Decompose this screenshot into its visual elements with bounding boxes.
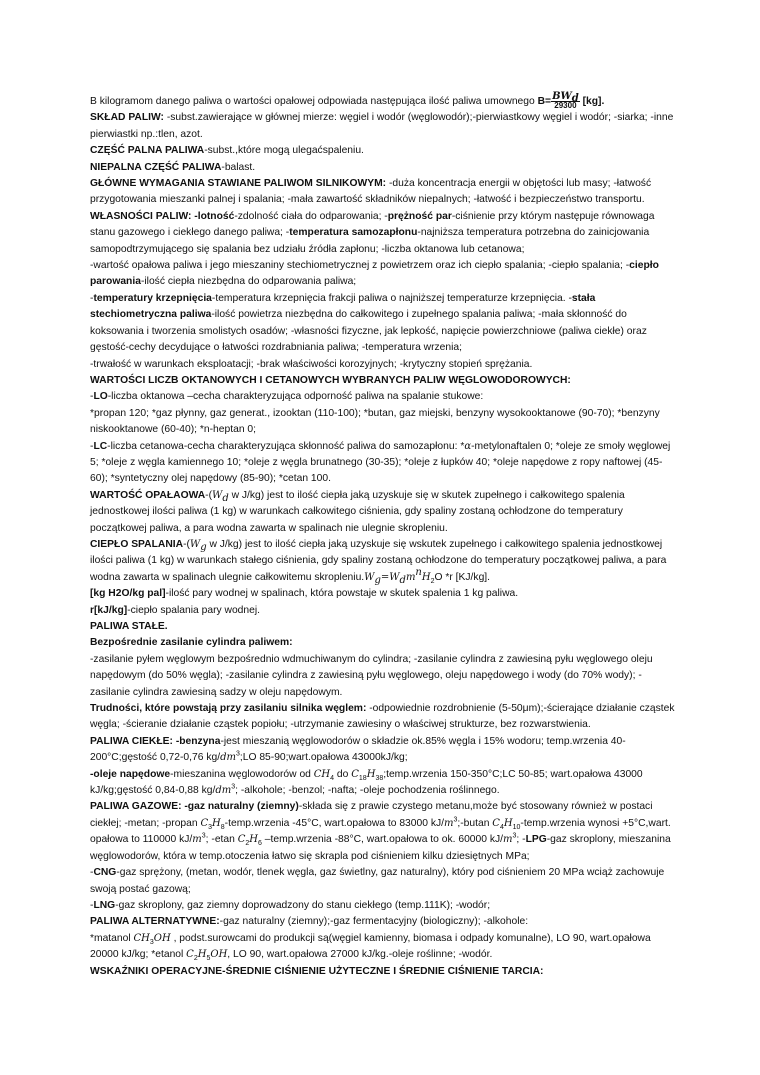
gazowe-paragraph: PALIWA GAZOWE: -gaz naturalny (ziemny)-składa się z prawie czystego metanu,może być stosowany również w postaci ciekłej; -metan; -propan $C_3H_8-temp.wrzenia$ -45°C, wart.opałowa to 83000 $kJ/m^3$;-butan $C_4H_{10}-temp.wrzenia$ wynosi +5°C,wart. opałowa to 110000 $kJ/m^3$; -etan $C_2H_6$ –temp.wrzenia -88°C, wart.opałowa to ok. 60000 $kJ/m^3$; -LPG-gaz skroplony, mieszanina węglowodorów, która w temp.otoczenia łatwo się skrapla pod ciśnieniem kilku dziesiętnych MPa; — [90, 801, 671, 862]
cng-paragraph: -CNG-gaz sprężony, (metan, wodór, tlenek węgla, gaz świetlny, gaz naturalny), który pod ciśnieniem 20 MPa wciąż zachowuje swoją postać gazową; — [90, 867, 665, 895]
paliwa-stale-heading: PALIWA STAŁE. — [90, 621, 168, 632]
cieplo-spalania-paragraph: CIEPŁO SPALANIA-($W_g$ w J/kg) jest to ilość ciepła jaką uzyskuje się wskutek zupełnego i całkowitego spalenia jednostkowej ilości paliwa (1 kg) w warunkach stałego ciśnienia, gdy spaliny zostaną ochłodzone do temperatury początkowej paliwa, a para wodna zawarta w spalinach ulegnie całkowitemu $skropleniu.W_g=W_dm^nH_2O$ *r [KJ/kg]. — [90, 538, 667, 586]
zasilanie-heading: Bezpośrednie zasilanie cylindra paliwem: — [90, 637, 293, 649]
alkohole-paragraph: *matanol $CH_3OH$ , podst.surowcami do produkcji są(węgiel kamienny, biomasa i odpady komunalne), LO 90, wart.opałowa 20000 kJ/kg; *etanol $C_2H_5OH$, LO 90, wart.opałowa 27000 kJ/kg.-oleje roślinne; -wodór. — [90, 932, 651, 963]
alternatywne-paragraph: PALIWA ALTERNATYWNE:-gaz naturalny (ziemny);-gaz fermentacyjny (biologiczny); -alkohole: — [90, 916, 529, 928]
liczby-heading: WARTOŚCI LICZB OKTANOWYCH I CETANOWYCH WYBRANYCH PALIW WĘGLOWODOROWYCH: — [90, 374, 571, 386]
h2o-paragraph: [kg H2O/kg pal]-ilość pary wodnej w spalinach, która powstaje w skutek spalenia 1 kg paliwa. — [90, 588, 519, 600]
wymagania-paragraph: GŁÓWNE WYMAGANIA STAWIANE PALIWOM SILNIKOWYM: -duża koncentracja energii w objętości lub masy; -łatwość przygotowania mieszanki palnej i spalania; -mała zawartość składników niepalnych; -łatwość i bezpieczeństwo transportu. — [90, 178, 652, 206]
r-paragraph: r[kJ/kg]-ciepło spalania pary wodnej. — [90, 604, 260, 616]
wlasnosci-line-2: -wartość opałowa paliwa i jego mieszaniny stechiometrycznej z powietrzem oraz ich ciepło spalania; -ciepło spalania; -ciepło parowania-ilość ciepła niezbędna do odparowania paliwa; — [90, 260, 659, 288]
lng-paragraph: -LNG-gaz skroplony, gaz ziemny doprowadzony do stanu ciekłego (temp.111K); -wodór; — [90, 899, 491, 911]
intro-paragraph: B kilogramom danego paliwa o wartości opałowej odpowiada następująca ilość paliwa umownego B= $\frac{BW_d}{29300}$ [kg]. — [90, 90, 605, 110]
lo-paragraph: -LO-liczba oktanowa –cecha charakteryzująca odporność paliwa na spalanie stukowe: — [90, 391, 484, 403]
trudnosci-paragraph: Trudności, które powstają przy zasilaniu silnika węglem: -odpowiednie rozdrobnienie (5-50μm);-ścierające działanie cząstek węgla; -ścieranie działanie cząstek popiołu; -utrzymanie zawiesiny o właściwej strukturze, bez rozwarstwienia. — [90, 703, 675, 731]
wlasnosci-paragraph: WŁASNOŚCI PALIW: -lotność-zdolność ciała do odparowania; -prężność par-ciśnienie przy którym następuje równowaga stanu gazowego i ciekłego danego paliwa; -temperatura samozapłonu-najniższa temperatura potrzebna do zainicjowania samopodtrzymującego się spalania bez udziału źródła zapłonu; -liczba oktanowa lub cetanowa; — [90, 210, 655, 255]
niepalna-paragraph: NIEPALNA CZĘŚĆ PALIWA-balast. — [90, 161, 256, 173]
palna-paragraph: CZĘŚĆ PALNA PALIWA-subst.,które mogą ulegaćspaleniu. — [90, 145, 364, 157]
sklad-paragraph: SKŁAD PALIW: -subst.zawierające w głównej mierze: węgiel i wodór (węglowodór);-pierwiastkowy węgiel i wodór; -siarka; -inne pierwiastki np.:tlen, azot. — [90, 112, 674, 140]
lo-list: *propan 120; *gaz płynny, gaz generat., izooktan (110-100); *butan, gaz miejski, benzyny wysokooktanowe (90-70); *benzyny niskooktanowe (60-40); *n-heptan 0; — [90, 407, 660, 436]
fuel-formula-fraction: $\frac{BW_d}{29300}$ — [552, 90, 579, 110]
wlasnosci-line-3: -temperatury krzepnięcia-temperatura krzepnięcia frakcji paliwa o najniższej temperaturze krzepnięcia. -stała stechiometryczna paliwa-ilość powietrza niezbędna do całkowitego i zupełnego spalania paliwa; -mała skłonność do koksowania i tworzenia smolistych osadów; -własności fizyczne, jak lepkość, napięcie powierzchniowe (paliwa ciekłe) oraz gęstość-cechy decydujące o łatwości rozdrabniania paliwa; -temperatura wrzenia; — [90, 292, 647, 354]
ciekle-paragraph: PALIWA CIEKŁE: -benzyna-jest mieszanią węglowodorów o składzie ok.85% węgla i 15% wodoru; temp.wrzenia 40-200°C;gęstość 0,72-0,76 $kg/dm^3;LO$ 85-90;wart.opałowa 43000kJ/kg; — [90, 735, 626, 764]
document-page — [90, 90, 680, 980]
lc-paragraph: -LC-liczba cetanowa-cecha charakteryzująca skłonność paliwa do samozapłonu: *α-metylonaftalen 0; *oleje ze smoły węglowej 5; *oleje z węgla kamiennego 10; *oleje z węgla brunatnego (30-35); *oleje z łupków 40; *oleje napędowe z ropy naftowej (45-60); *syntetyczny olej napędowy (85-90); *cetan 100. — [90, 440, 671, 485]
wartosc-opalowa-paragraph: WARTOŚĆ OPAŁAOWA-($W_d$ w J/kg) jest to ilość ciepła jaką uzyskuje się w skutek zupełnego i całkowitego spalenia jednostkowej ilości paliwa (1 kg) w warunkach całkowitego ciśnienia, gdy spaliny zostaną ochłodzone do temperatury początkowej paliwa, a para wodna zawarta w spalinach nie ulegnie skropleniu. — [90, 489, 625, 534]
wskazniki-heading: WSKAŹNIKI OPERACYJNE-ŚREDNIE CIŚNIENIE UŻYTECZNE I ŚREDNIE CIŚNIENIE TARCIA: — [90, 965, 544, 977]
oleje-paragraph: -oleje napędowe-mieszanina węglowodorów od $CH_4$ do $C_{18}H_{38};temp.wrzenia$ 150-350°C;LC 50-85; wart.opałowa 43000 kJ/kg;gęstość 0,84-0,88 $kg/dm^3$; -alkohole; -benzol; -nafta; -oleje pochodzenia roślinnego. — [90, 768, 643, 797]
zasilanie-paragraph: -zasilanie pyłem węglowym bezpośrednio wdmuchiwanym do cylindra; -zasilanie cylindra z zawiesiną pyłu węglowego oleju napędowym (do 50% węgla); -zasilanie cylindra z zawiesiną pyłu węglowego, oleju napędowego i wody (do 70% wody); -zasilanie cylindra zawiesiną sadzy w oleju napędowym. — [90, 653, 653, 698]
wlasnosci-line-4: -trwałość w warunkach eksploatacji; -brak właściwości korozyjnych; -krytyczny stopień sprężania. — [90, 358, 533, 370]
